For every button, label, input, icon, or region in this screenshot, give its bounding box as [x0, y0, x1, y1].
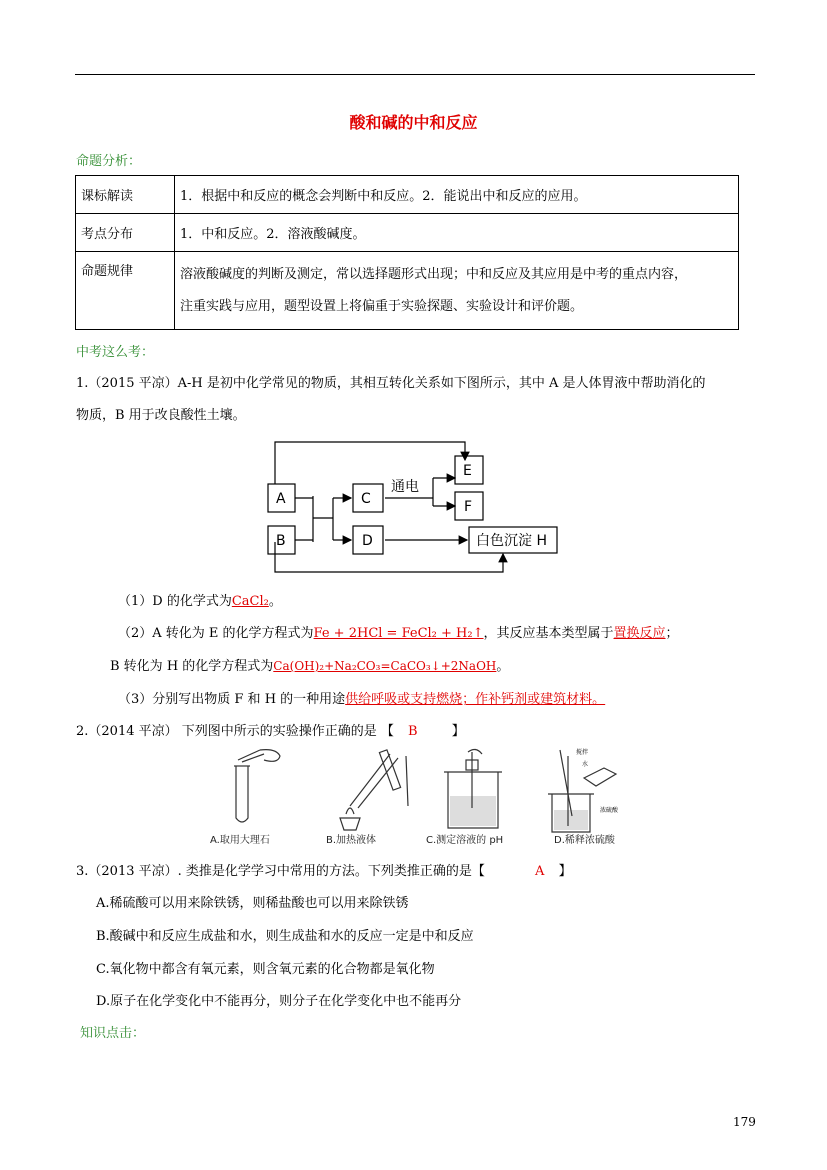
- table-value-line: 注重实践与应用，题型设置上将偏重于实验探题、实验设计和评价题。: [180, 298, 584, 314]
- q1-part4-answer: 供给呼吸或支持燃烧；作补钙剂或建筑材料。: [345, 692, 606, 707]
- fig-b-caption: B.加热液体: [326, 835, 377, 846]
- page-title: 酸和碱的中和反应: [349, 113, 478, 132]
- table-row: [76, 214, 739, 252]
- table-key: 考点分布: [76, 214, 175, 252]
- fig-d-acid-label: 浓硫酸: [600, 807, 619, 814]
- q2-stem: [76, 720, 465, 739]
- table-value-line: 溶液酸碱度的判断及测定，常以选择题形式出现；中和反应及其应用是中考的重点内容，: [180, 266, 688, 282]
- node-e-label: E: [463, 463, 472, 479]
- q1-part3: [110, 655, 509, 674]
- fig-d-stir-label: 搅拌: [576, 749, 589, 756]
- q1-part1-prompt: （1）D 的化学式为: [118, 594, 232, 609]
- q1-line2: 物质，B 用于改良酸性土壤。: [76, 408, 246, 423]
- q2-text: 2.（2014 平凉） 下列图中所示的实验操作正确的是 【: [76, 724, 394, 739]
- fig-c-caption: C.测定溶液的 pH: [426, 835, 504, 846]
- q1-part3-end: 。: [496, 659, 510, 674]
- fig-b-heating: [340, 750, 408, 830]
- q1-part1: [118, 590, 282, 609]
- node-h-label: 白色沉淀 H: [476, 533, 547, 549]
- table-key: 课标解读: [76, 176, 175, 214]
- table-value: [175, 252, 739, 330]
- q1-part2-answer2: 置换反应: [613, 626, 666, 641]
- q3-stem: [76, 860, 572, 879]
- table-row: [76, 252, 739, 330]
- q1-part3-prompt: B 转化为 H 的化学方程式为: [110, 659, 274, 674]
- q3-text: 3.（2013 平凉）. 类推是化学学习中常用的方法。下列类推正确的是【: [76, 864, 485, 879]
- fig-a-caption: A.取用大理石: [210, 835, 270, 846]
- section-exam-heading: 中考这么考：: [76, 345, 155, 360]
- fig-d-water-label: 水: [582, 761, 589, 768]
- lab-figures: [200, 746, 640, 846]
- node-b-label: B: [276, 533, 286, 549]
- analysis-table: [75, 175, 739, 330]
- node-a-label: A: [276, 491, 286, 507]
- fig-d-caption: D.稀释浓硫酸: [554, 835, 615, 846]
- q1-part2-end: ；: [665, 626, 679, 641]
- fig-a-test-tube: [234, 750, 280, 822]
- q1-part4-prompt: （3）分别写出物质 F 和 H 的一种用途: [118, 692, 346, 707]
- conversion-diagram: [265, 434, 561, 580]
- fig-c-ph-test: [444, 749, 502, 828]
- q1-part3-answer: Ca(OH)₂+Na₂CO₃=CaCO₃↓+2NaOH: [273, 659, 497, 673]
- table-value: 1．中和反应。2．溶液酸碱度。: [175, 214, 739, 252]
- page-number: 179: [733, 1115, 756, 1129]
- q3-answer: A: [535, 864, 545, 879]
- q1-part2-mid: ，其反应基本类型属于: [483, 626, 614, 641]
- arrow-label: 通电: [391, 479, 419, 495]
- table-value: 1．根据中和反应的概念会判断中和反应。2．能说出中和反应的应用。: [175, 176, 739, 214]
- node-f-label: F: [464, 499, 473, 515]
- q1-part2-prompt: （2）A 转化为 E 的化学方程式为: [118, 626, 314, 641]
- q1-part2: [118, 622, 679, 641]
- q1-line1: 1.（2015 平凉）A-H 是初中化学常见的物质，其相互转化关系如下图所示，其中 A 是人体胃液中帮助消化的: [76, 376, 706, 391]
- q1-part4: [118, 688, 605, 707]
- header-rule: [75, 74, 755, 75]
- q1-part1-answer: CaCl₂: [231, 594, 269, 609]
- section-knowledge-heading: 知识点击：: [80, 1026, 146, 1041]
- q1-part1-end: 。: [268, 594, 282, 609]
- q3-close: 】: [558, 864, 572, 879]
- q3-option-a: A.稀硫酸可以用来除铁锈，则稀盐酸也可以用来除铁锈: [96, 896, 409, 911]
- q3-option-b: B.酸碱中和反应生成盐和水，则生成盐和水的反应一定是中和反应: [96, 929, 474, 944]
- q1-part2-answer: Fe + 2HCl = FeCl₂ + H₂↑: [313, 626, 484, 641]
- q2-close: 】: [451, 724, 465, 739]
- section-analysis-heading: 命题分析：: [76, 154, 142, 169]
- node-c-label: C: [361, 491, 371, 507]
- node-d-label: D: [362, 533, 373, 549]
- table-row: [76, 176, 739, 214]
- table-key: 命题规律: [76, 252, 175, 330]
- q2-answer: B: [408, 724, 418, 739]
- q3-option-d: D.原子在化学变化中不能再分，则分子在化学变化中也不能再分: [96, 994, 462, 1009]
- q3-option-c: C.氧化物中都含有氧元素，则含氧元素的化合物都是氧化物: [96, 962, 435, 977]
